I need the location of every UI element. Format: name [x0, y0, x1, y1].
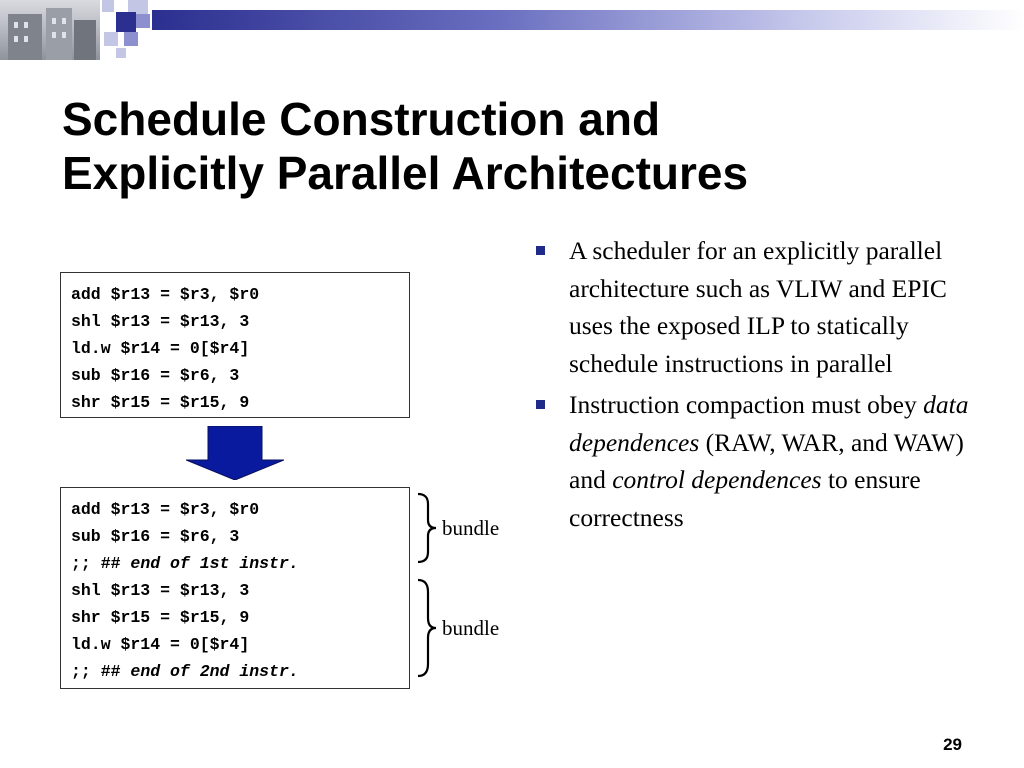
- bullet-item: [532, 386, 972, 536]
- code-box-after: [60, 487, 410, 689]
- code-line: ld.w $r14 = 0[$r4]: [71, 635, 250, 654]
- bundle-label: bundle: [442, 616, 500, 640]
- slide-title: [62, 92, 1002, 200]
- bullet-item: [532, 232, 972, 382]
- down-arrow-icon: [186, 426, 284, 480]
- slide-title-line1: Schedule Construction and: [62, 93, 661, 145]
- header-gradient-bar: [152, 10, 1024, 30]
- square-bullet-icon: [536, 400, 545, 409]
- bundle-label: bundle: [442, 516, 500, 540]
- bullet-text: Instruction compaction must obey data dependences (RAW, WAR, and WAW) and control dependences to ensure correctness: [569, 390, 969, 532]
- code-line: add $r13 = $r3, $r0: [71, 500, 260, 519]
- header-photo: [0, 0, 100, 60]
- square-bullet-icon: [536, 246, 545, 255]
- code-box-before: [60, 272, 410, 418]
- code-line: add $r13 = $r3, $r0: [71, 285, 260, 304]
- right-brace-icon: [414, 578, 440, 678]
- code-line: sub $r16 = $r6, 3: [71, 527, 240, 546]
- code-line: shr $r15 = $r15, 9: [71, 608, 250, 627]
- bullet-text: A scheduler for an explicitly parallel architecture such as VLIW and EPIC uses the exposed ILP to statically schedule instructions in parallel: [569, 236, 947, 378]
- code-comment: ;; ## end of 2nd instr.: [71, 662, 299, 681]
- code-comment: ;; ## end of 1st instr.: [71, 554, 299, 573]
- right-brace-icon: [414, 492, 440, 564]
- code-line: shl $r13 = $r13, 3: [71, 312, 250, 331]
- bullet-list: [532, 232, 972, 540]
- slide-title-line2: Explicitly Parallel Architectures: [62, 147, 749, 199]
- code-line: shr $r15 = $r15, 9: [71, 393, 250, 412]
- code-line: ld.w $r14 = 0[$r4]: [71, 339, 250, 358]
- code-line: shl $r13 = $r13, 3: [71, 581, 250, 600]
- page-number: 29: [943, 735, 962, 754]
- code-line: sub $r16 = $r6, 3: [71, 366, 240, 385]
